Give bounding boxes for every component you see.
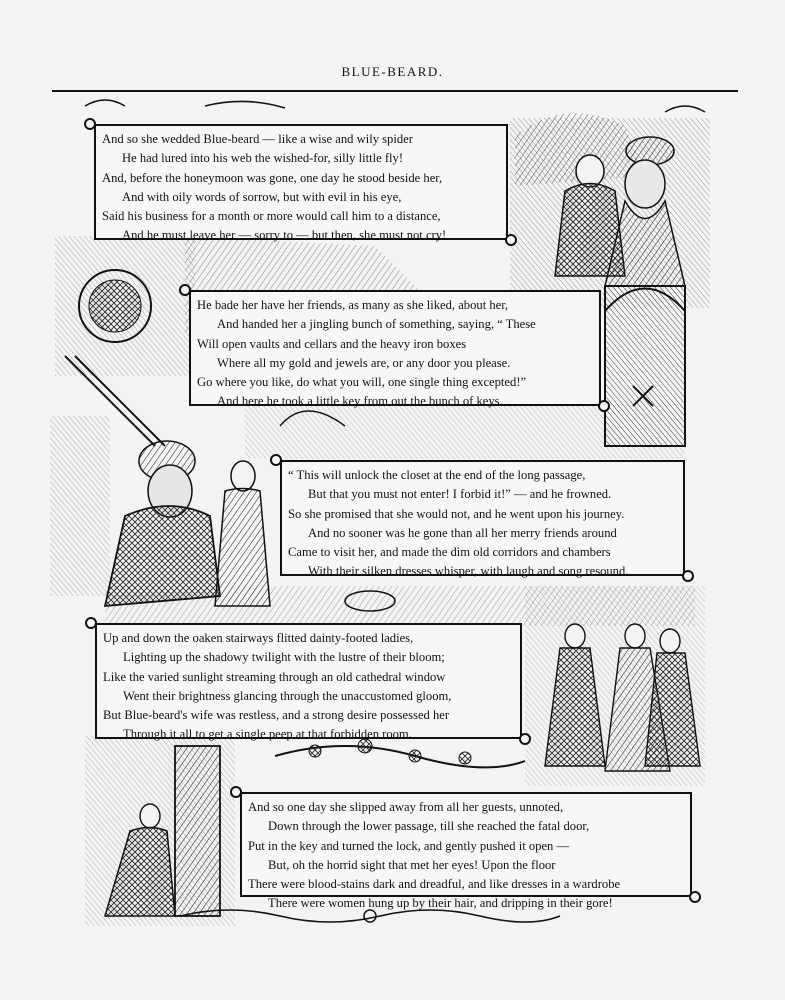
stanza-line: Put in the key and turned the lock, and gently pushed it open — bbox=[248, 838, 570, 853]
stanza-line: And here he took a little key from out the bunch of keys. bbox=[217, 394, 503, 409]
scroll-knob-icon bbox=[270, 454, 282, 466]
stanza-1 bbox=[94, 124, 508, 243]
stanza-line: But, oh the horrid sight that met her eyes! Upon the floor bbox=[268, 857, 556, 872]
scroll-knob-icon bbox=[84, 118, 96, 130]
scroll-knob-icon bbox=[519, 733, 531, 745]
stanza-line: Will open vaults and cellars and the heavy iron boxes bbox=[197, 336, 467, 351]
scroll-flourish-icon bbox=[85, 100, 705, 112]
stanza-line: Down through the lower passage, till she reached the fatal door, bbox=[268, 819, 590, 834]
scroll-knob-icon bbox=[230, 786, 242, 798]
stanza-line: And so one day she slipped away from all her guests, unnoted, bbox=[248, 800, 564, 814]
stanza-line: Lighting up the shadowy twilight with the lustre of their bloom; bbox=[123, 650, 445, 665]
stanza-line: “ This will unlock the closet at the end of the long passage, bbox=[288, 468, 586, 482]
stanza-line: Went their brightness glancing through the unaccustomed gloom, bbox=[123, 688, 452, 703]
stanza-2 bbox=[189, 290, 601, 409]
page-title: BLUE-BEARD. bbox=[341, 64, 444, 79]
header-rule bbox=[52, 90, 738, 92]
stanza-line: And with oily words of sorrow, but with evil in his eye, bbox=[122, 189, 402, 204]
stanza-line: Said his business for a month or more would call him to a distance, bbox=[102, 209, 441, 224]
stanza-line: So she promised that she would not, and he went upon his journey. bbox=[288, 506, 625, 521]
stanza-line: Through it all to get a single peep at that forbidden room. bbox=[123, 727, 412, 742]
stanza-line: Go where you like, do what you will, one single thing excepted!” bbox=[197, 375, 527, 390]
stanza-line: But that you must not enter! I forbid it!” — and he frowned. bbox=[308, 487, 612, 502]
stanza-line: And no sooner was he gone than all her merry friends around bbox=[308, 525, 617, 540]
stanza-4 bbox=[95, 623, 522, 742]
stanza-line: Where all my gold and jewels are, or any door you please. bbox=[217, 355, 511, 370]
stanza-line: And he must leave her — sorry to — but then, she must not cry! bbox=[122, 228, 447, 243]
stanza-line: With their silken dresses whisper, with laugh and song resound. bbox=[308, 564, 629, 579]
wife-figure-icon bbox=[215, 461, 270, 606]
scroll-knob-icon bbox=[179, 284, 191, 296]
stanza-line: He bade her have her friends, as many as she liked, about her, bbox=[197, 298, 509, 312]
scroll-knob-icon bbox=[682, 570, 694, 582]
stanza-line: There were women hung up by their hair, and dripping in their gore! bbox=[268, 896, 613, 911]
ladies-group-icon bbox=[525, 586, 705, 786]
bluebeard-figure-icon bbox=[105, 441, 220, 606]
stanza-line: And, before the honeymoon was gone, one day he stood beside her, bbox=[102, 170, 443, 185]
scroll-knob-icon bbox=[505, 234, 517, 246]
scroll-knob-icon bbox=[85, 617, 97, 629]
bottom-flourish-icon bbox=[170, 902, 570, 930]
stanza-line: And handed her a jingling bunch of something, saying, “ These bbox=[217, 317, 536, 332]
stanza-line: He had lured into his web the wished-for, silly little fly! bbox=[122, 151, 404, 166]
stanza-line: Up and down the oaken stairways flitted dainty-footed ladies, bbox=[103, 631, 414, 645]
stanza-5 bbox=[240, 792, 692, 911]
stanza-line: Like the varied sunlight streaming through an old cathedral window bbox=[103, 669, 446, 684]
stanza-line: There were blood-stains dark and dreadful, and like dresses in a wardrobe bbox=[248, 877, 621, 892]
scroll-knob-icon bbox=[689, 891, 701, 903]
stanza-line: Came to visit her, and made the dim old corridors and chambers bbox=[288, 545, 611, 560]
stanza-line: And so she wedded Blue-beard — like a wise and wily spider bbox=[102, 132, 413, 146]
wife-at-door-icon bbox=[85, 736, 235, 926]
bluebeard-couple-top-icon bbox=[510, 113, 710, 308]
stanza-line: But Blue-beard's wife was restless, and a strong desire possessed her bbox=[103, 708, 450, 723]
stanza-3 bbox=[280, 460, 685, 579]
scroll-knob-icon bbox=[598, 400, 610, 412]
